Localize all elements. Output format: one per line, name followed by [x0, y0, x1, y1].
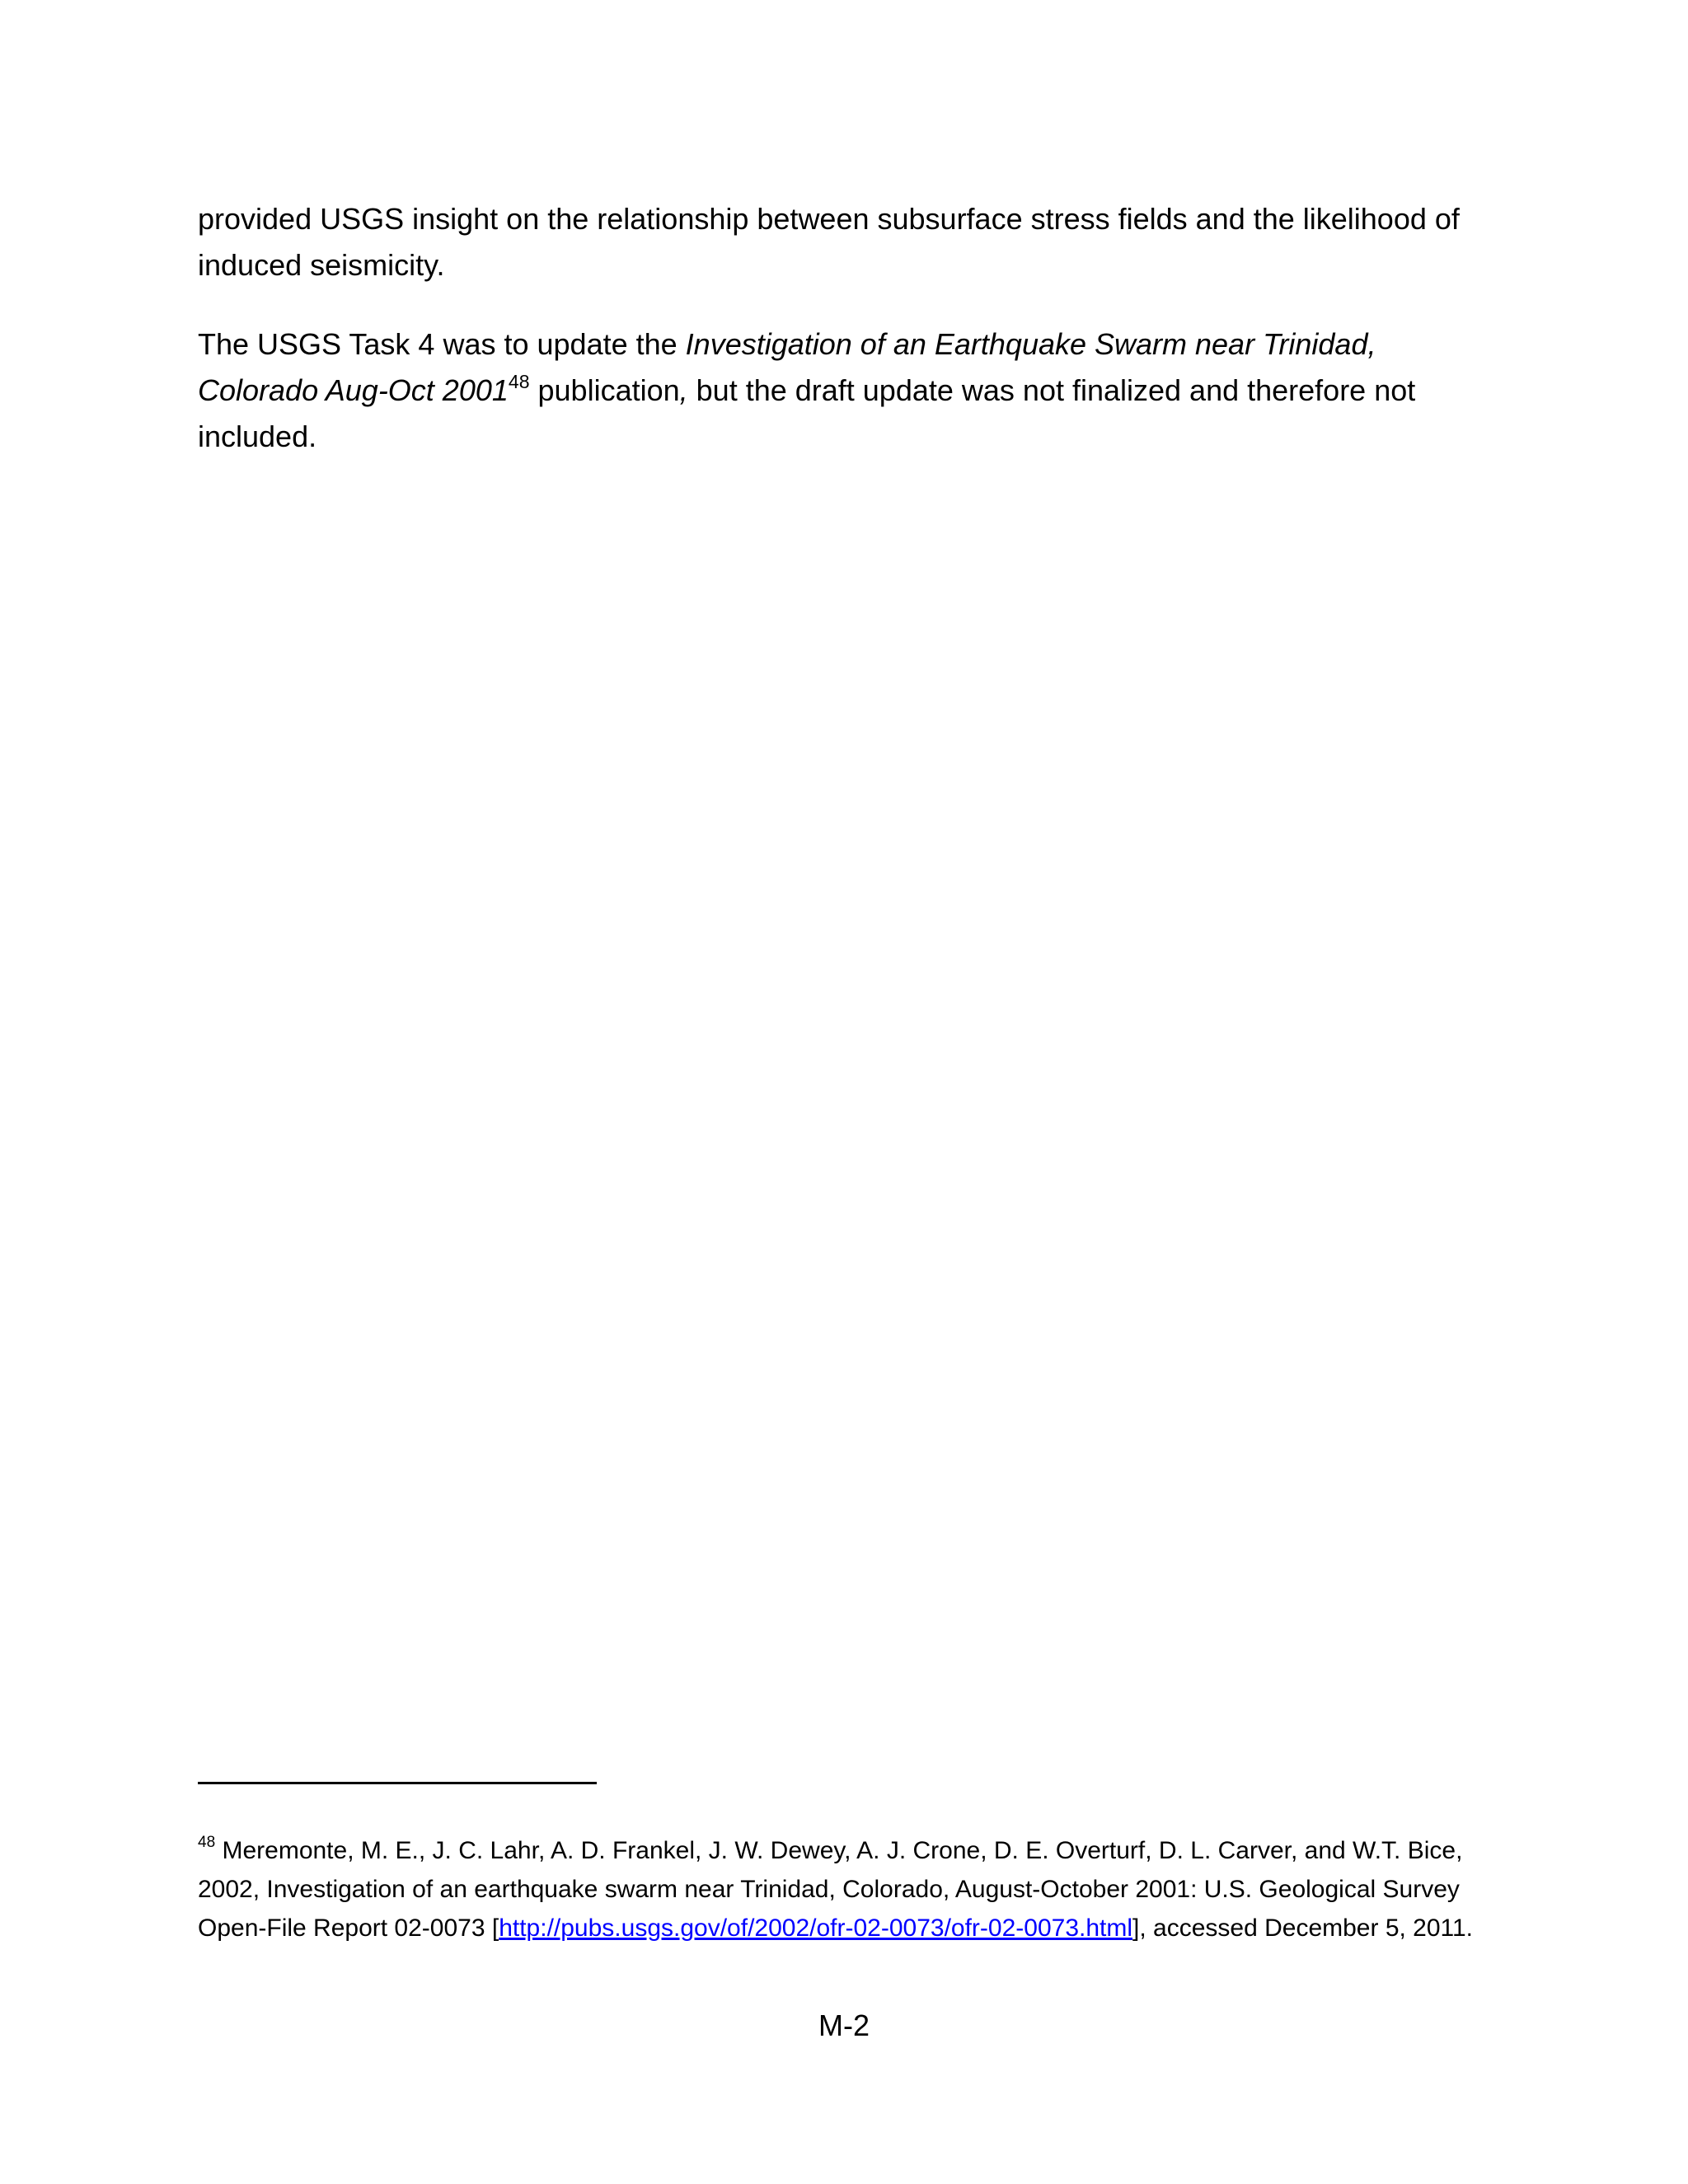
footnote [198, 1831, 1508, 1947]
paragraph-1-text: provided USGS insight on the relationship between subsurface stress fields and the likelihood of induced seismicity. [198, 202, 1460, 282]
footnote-link[interactable]: http://pubs.usgs.gov/of/2002/ofr-02-0073/ofr-02-0073.html [499, 1915, 1133, 1942]
footnote-trailing-text: ], accessed December 5, 2011. [1132, 1915, 1474, 1942]
page-number: M-2 [818, 2008, 870, 2042]
paragraph-2-lead-text: The USGS Task 4 was to update the [198, 327, 686, 361]
publication-title: Investigation of an Earthquake Swarm near Trinidad, Colorado Aug-Oct 2001 [198, 327, 1376, 407]
body-paragraph-1 [198, 196, 1500, 288]
paragraph-2-mid-text: publication [529, 373, 680, 407]
footnote-reference[interactable]: 48 [508, 371, 530, 392]
footnote-number: 48 [198, 1834, 216, 1851]
body-paragraph-2 [198, 321, 1500, 460]
italic-comma: , [679, 373, 688, 407]
paragraph-2-trailing-text: but the draft update was not finalized and therefore not included. [198, 373, 1416, 453]
footnote-separator [198, 1782, 597, 1784]
footnote-citation-text: Meremonte, M. E., J. C. Lahr, A. D. Frankel, J. W. Dewey, A. J. Crone, D. E. Overturf, D. L. Carver, and W.T. Bice, 2002, Investigation of an earthquake swarm near Trinidad, Colorado, August-October 2001: U.S. Geological Survey Open-File Report 02-0073 [ [198, 1837, 1463, 1942]
